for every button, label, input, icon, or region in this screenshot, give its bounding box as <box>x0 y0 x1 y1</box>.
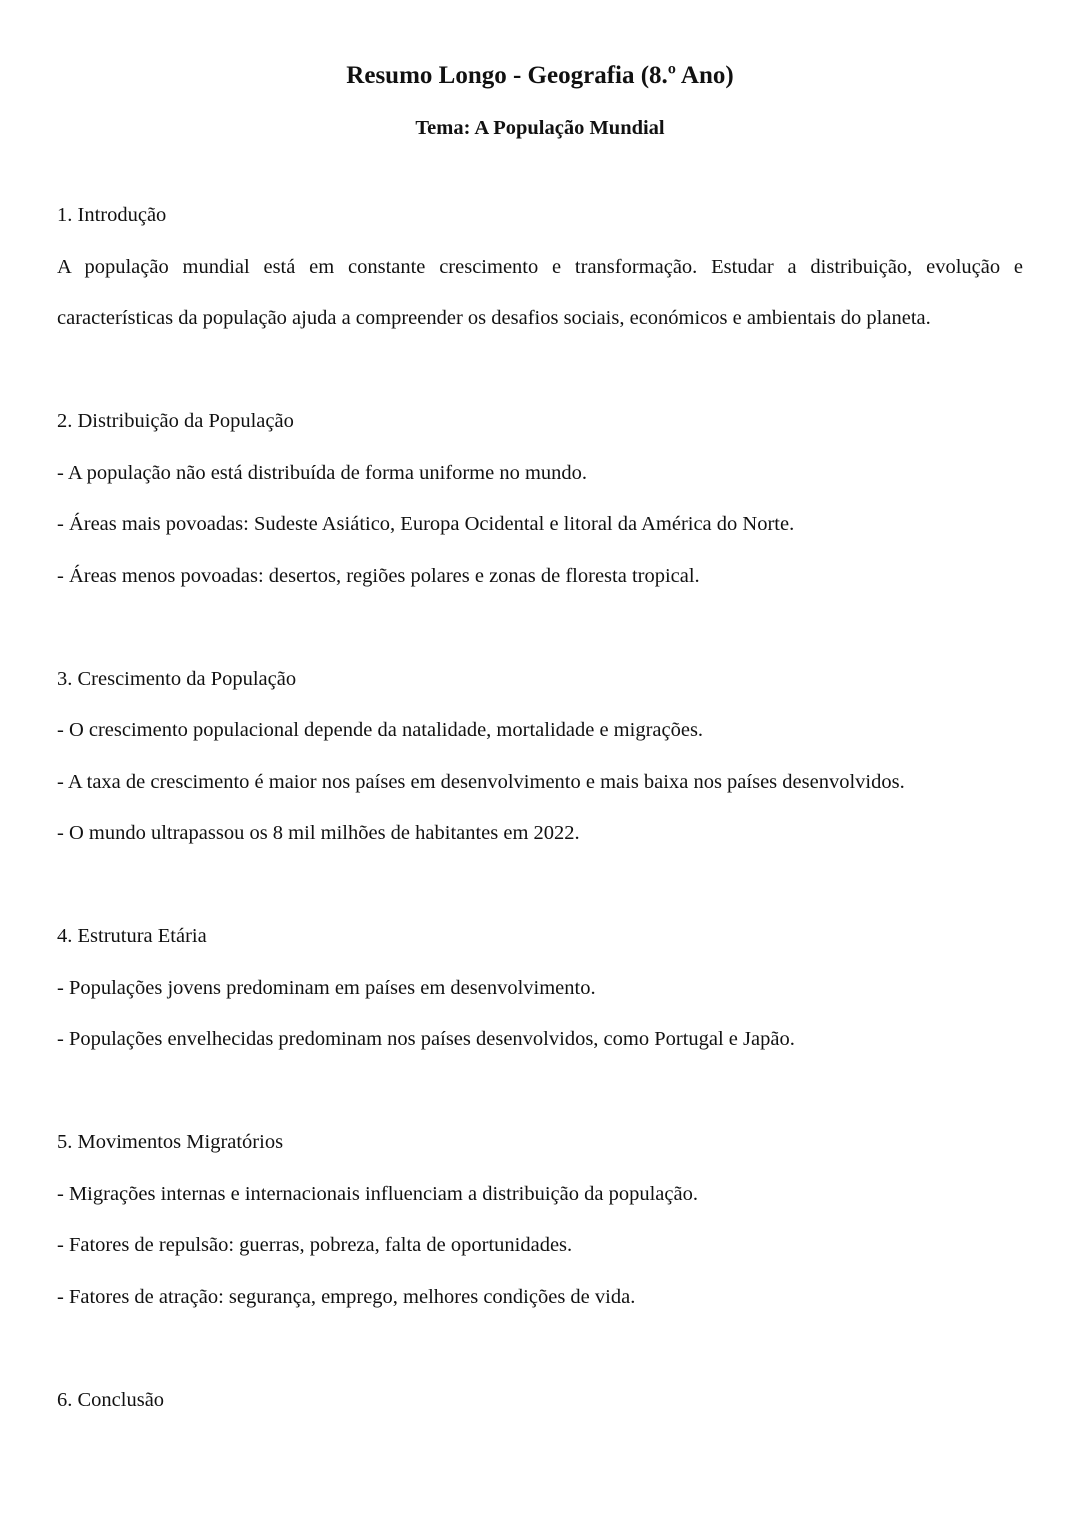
paragraph-line: A população mundial está em constante crescimento e transformação. Estudar a distribuição, evolução e <box>57 255 1023 278</box>
bullet-item: - Áreas menos povoadas: desertos, regiões polares e zonas de floresta tropical. <box>57 564 700 587</box>
paragraph-line: características da população ajuda a compreender os desafios sociais, económicos e ambientais do planeta. <box>57 307 931 329</box>
section-introducao <box>57 190 1023 345</box>
bullet-item: - A taxa de crescimento é maior nos países em desenvolvimento e mais baixa nos países desenvolvidos. <box>57 770 905 793</box>
section-heading: 5. Movimentos Migratórios <box>57 1131 284 1153</box>
document-subtitle: Tema: A População Mundial <box>415 117 665 139</box>
section-distribuicao <box>57 396 1023 602</box>
bullet-item: - A população não está distribuída de forma uniforme no mundo. <box>57 461 588 484</box>
section-heading: 4. Estrutura Etária <box>57 925 207 947</box>
section-movimentos-migratorios <box>57 1117 1023 1323</box>
section-crescimento <box>57 654 1023 860</box>
bullet-item: - Populações envelhecidas predominam nos países desenvolvidos, como Portugal e Japão. <box>57 1028 795 1050</box>
bullet-item: - O crescimento populacional depende da natalidade, mortalidade e migrações. <box>57 719 704 741</box>
document-title: Resumo Longo - Geografia (8.º Ano) <box>346 62 734 89</box>
section-estrutura-etaria <box>57 911 1023 1066</box>
section-spacer <box>57 860 1023 912</box>
document-body <box>57 190 1023 1426</box>
section-heading: 1. Introdução <box>57 204 167 226</box>
section-spacer <box>57 602 1023 654</box>
bullet-item: - Fatores de atração: segurança, emprego, melhores condições de vida. <box>57 1285 636 1308</box>
bullet-item: - Fatores de repulsão: guerras, pobreza, falta de oportunidades. <box>57 1234 573 1256</box>
section-heading: 6. Conclusão <box>57 1388 165 1411</box>
section-spacer <box>57 1066 1023 1118</box>
bullet-item: - Áreas mais povoadas: Sudeste Asiático, Europa Ocidental e litoral da América do Norte. <box>57 513 795 535</box>
section-heading: 2. Distribuição da População <box>57 410 294 432</box>
section-conclusao <box>57 1375 1023 1427</box>
bullet-item: - O mundo ultrapassou os 8 mil milhões de habitantes em 2022. <box>57 822 580 844</box>
section-spacer <box>57 1323 1023 1375</box>
bullet-item: - Populações jovens predominam em países em desenvolvimento. <box>57 976 596 999</box>
section-spacer <box>57 345 1023 397</box>
bullet-item: - Migrações internas e internacionais influenciam a distribuição da população. <box>57 1182 698 1205</box>
section-heading: 3. Crescimento da População <box>57 667 297 690</box>
